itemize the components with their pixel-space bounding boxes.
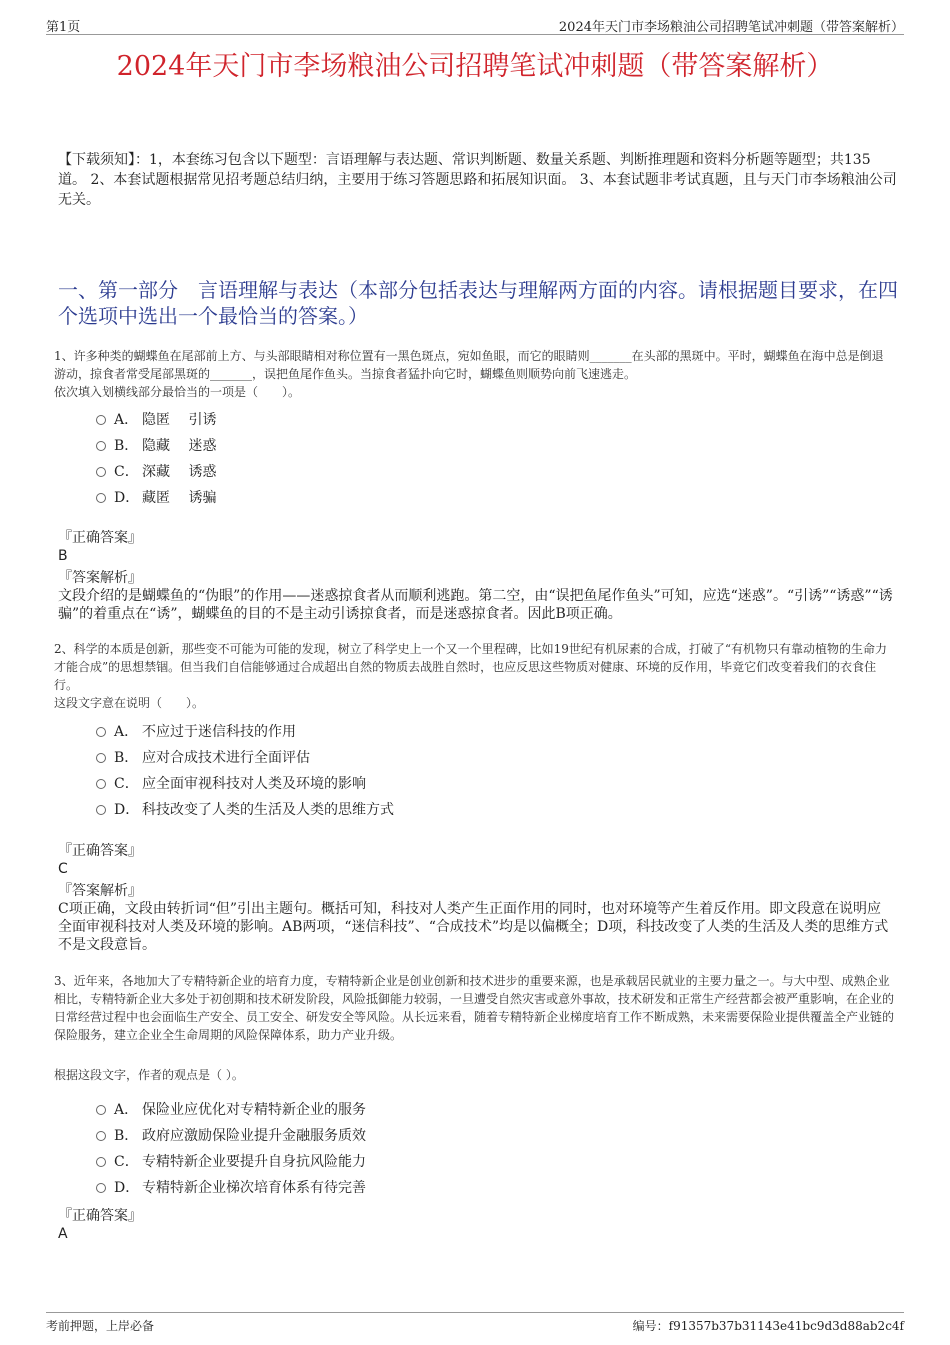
document-id: 编号：f91357b37b31143e41bc9d3d88ab2c4f [632,1319,904,1333]
option-d[interactable]: D． 藏匿 诱骗 [96,488,216,508]
radio-icon[interactable] [96,779,106,789]
page-number: 第1页 [46,20,81,35]
radio-icon[interactable] [96,727,106,737]
footer-slogan: 考前押题，上岸必备 [46,1319,155,1333]
radio-icon[interactable] [96,493,106,503]
answer-label: 『正确答案』 [58,530,142,546]
page-footer [46,1312,904,1335]
question-stem: 2、科学的本质是创新，那些变不可能为可能的发现，树立了科学史上一个又一个里程碑，比如19世纪有机尿素的合成，打破了“有机物只有靠动植物的生命力才能合成”的思想禁锢。但当我们自信能够通过合成超出自然的物质去战胜自然时，也应反思这些物质对健康、环境的反作用，毕竟它们改变着我们的衣食住行。 这段文字意在说明（ ）。 [54,642,888,710]
analysis-text: C项正确，文段由转折词“但”引出主题句。概括可知，科技对人类产生正面作用的同时，也对环境等产生着反作用。即文段意在说明应全面审视科技对人类及环境的影响。AB两项，“迷信科技”、“合成技术”均是以偏概全；D项，科技改变了人类的生活及人类的思维方式不是文段意旨。 [58,901,889,953]
question-stem: 3、近年来，各地加大了专精特新企业的培育力度，专精特新企业是创业创新和技术进步的重要来源，也是承载居民就业的主要力量之一。与大中型、成熟企业相比，专精特新企业大多处于初创期和技术研发阶段，风险抵御能力较弱，一旦遭受自然灾害或意外事故，技术研发和正常生产经营都会被严重影响，在企业的日常经营过程中也会面临生产安全、员工安全、研发安全等风险。从长远来看，随着专精特新企业梯度培育工作不断成熟，未来需要保险业提供覆盖全产业链的保险服务，建立企业全生命周期的风险保障体系，助力产业升级。 [54,974,895,1042]
answer-label: 『正确答案』 [58,843,142,859]
radio-icon[interactable] [96,753,106,763]
radio-icon[interactable] [96,415,106,425]
option-b[interactable]: B． 政府应激励保险业提升金融服务质效 [96,1126,366,1146]
option-d[interactable]: D． 专精特新企业梯次培育体系有待完善 [96,1178,366,1198]
radio-icon[interactable] [96,441,106,451]
answer-value: B [58,548,68,564]
option-c[interactable]: C． 应全面审视科技对人类及环境的影响 [96,774,366,794]
option-a[interactable]: A． 不应过于迷信科技的作用 [96,722,296,742]
document-title: 2024年天门市李场粮油公司招聘笔试冲刺题（带答案解析） [116,51,834,82]
radio-icon[interactable] [96,805,106,815]
radio-icon[interactable] [96,1157,106,1167]
answer-label: 『正确答案』 [58,1208,142,1224]
radio-icon[interactable] [96,467,106,477]
question-prompt: 这段文字意在说明（ ）。 [54,696,205,710]
option-c[interactable]: C． 专精特新企业要提升自身抗风险能力 [96,1152,366,1172]
option-a[interactable]: A． 保险业应优化对专精特新企业的服务 [96,1100,366,1120]
answer-value: C [58,861,68,877]
question-prompt: 根据这段文字，作者的观点是（ ）。 [54,1068,244,1082]
option-b[interactable]: B． 隐藏 迷惑 [96,436,216,456]
question-prompt: 依次填入划横线部分最恰当的一项是（ ）。 [54,385,301,399]
option-a[interactable]: A． 隐匿 引诱 [96,410,216,430]
analysis-label: 『答案解析』 [58,570,142,586]
analysis-label: 『答案解析』 [58,883,142,899]
answer-value: A [58,1226,68,1242]
analysis-text: 文段介绍的是蝴蝶鱼的“伪眼”的作用——迷惑掠食者从而顺利逃跑。第二空，由“误把鱼尾作鱼头”可知，应选“迷惑”。“引诱”“诱惑”“诱骗”的着重点在“诱”，蝴蝶鱼的目的不是主动引诱掠食者，而是迷惑掠食者。因此B项正确。 [58,588,893,622]
section-heading: 一、第一部分 言语理解与表达（本部分包括表达与理解两方面的内容。请根据题目要求，在四个选项中选出一个最恰当的答案。） [58,278,898,328]
option-b[interactable]: B． 应对合成技术进行全面评估 [96,748,310,768]
option-c[interactable]: C． 深藏 诱惑 [96,462,216,482]
radio-icon[interactable] [96,1131,106,1141]
header-doc-title: 2024年天门市李场粮油公司招聘笔试冲刺题（带答案解析） [558,20,904,35]
page-header [46,14,904,35]
question-stem: 1、许多种类的蝴蝶鱼在尾部前上方、与头部眼睛相对称位置有一黑色斑点，宛如鱼眼，而它的眼睛则_______在头部的黑斑中。平时，蝴蝶鱼在海中总是倒退游动，掠食者常受尾部黑斑的_______，误把鱼尾作鱼头。当掠食者猛扑向它时，蝴蝶鱼则顺势向前飞速逃走。 依次填入划横线部分最恰当的一项是（ ）。 [54,349,884,399]
option-d[interactable]: D． 科技改变了人类的生活及人类的思维方式 [96,800,394,820]
radio-icon[interactable] [96,1183,106,1193]
radio-icon[interactable] [96,1105,106,1115]
download-notice: 【下载须知】：1，本套练习包含以下题型：言语理解与表达题、常识判断题、数量关系题、判断推理题和资料分析题等题型；共135道。 2、本套试题根据常见招考题总结归纳，主要用于练习答题思路和拓展知识面。 3、本套试题非考试真题，且与天门市李场粮油公司无关。 [58,152,897,208]
